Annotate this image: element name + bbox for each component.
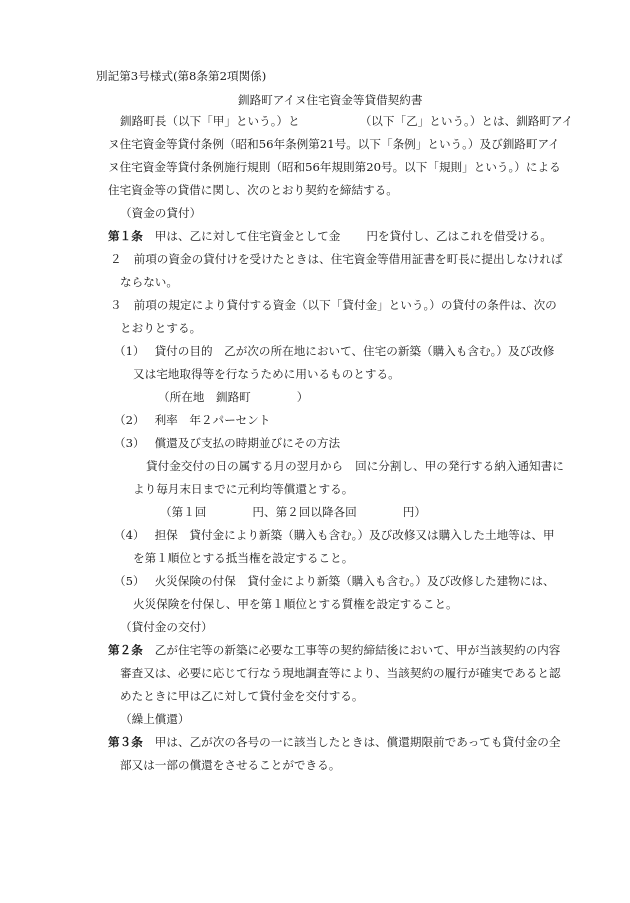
article-3-label: 第３条 (108, 735, 143, 749)
item-1-number: （1） (114, 344, 145, 358)
article-1-text-b: 円を貸付し、乙はこれを借受ける。 (366, 229, 552, 243)
article-3-line-2: 部又は一部の償還をさせることができる。 (120, 758, 341, 772)
item-1-text: 貸付の目的 乙が次の所在地において、住宅の新築（購入も含む。）及び改修 (154, 344, 555, 358)
article-2-text: 乙が住宅等の新築に必要な工事等の契約締結後において、甲が当該契約の内容 (154, 643, 561, 657)
item-3-payment-later: 円、第２回以降各回 (252, 505, 357, 519)
item-4-line-1 (114, 527, 555, 543)
item-3-text: 償還及び支払の時期並びにその方法 (154, 436, 341, 450)
item-3-payment-close: 円） (402, 505, 426, 519)
item-1-location-label: （所在地 釧路町 (158, 390, 251, 404)
item-3-detail-text-a: 貸付金交付の日の属する月の翌月から (146, 459, 344, 473)
item-4-number: （4） (114, 528, 145, 542)
article-3-line-1 (108, 734, 560, 750)
article-1-text-a: 甲は、乙に対して住宅資金として金 (154, 229, 341, 243)
preamble-line-3: ヌ住宅資金等貸付条例施行規則（昭和56年規則第20号。以下「規則」という。）による (108, 160, 561, 174)
paragraph-3-line-1 (110, 297, 557, 313)
section-heading-disbursement: （貸付金の交付） (120, 620, 213, 634)
item-5-number: （5） (114, 574, 145, 588)
item-3-payment (160, 504, 426, 520)
preamble-text-a: 釧路町長（以下「甲」という。）と (120, 114, 300, 128)
item-4-text: 担保 貸付金により新築（購入も含む。）及び改修又は購入した土地等は、甲 (154, 528, 555, 542)
item-2 (114, 412, 270, 428)
article-2-line-3: めたときに甲は乙に対して貸付金を交付する。 (120, 689, 364, 703)
section-heading-loan: （資金の貸付） (120, 206, 202, 220)
paragraph-2-text: 前項の資金の貸付けを受けたときは、住宅資金等借用証書を町長に提出しなければ (133, 252, 563, 266)
paragraph-3-text: 前項の規定により貸付する資金（以下「貸付金」という。）の貸付の条件は、次の (133, 298, 557, 312)
section-heading-early-repayment: （繰上償還） (120, 712, 190, 726)
preamble-line-4: 住宅資金等の貸借に関し、次のとおり契約を締結する。 (108, 183, 398, 197)
item-5-line-2: 火災保険を付保し、甲を第１順位とする質権を設定すること。 (133, 597, 458, 611)
item-1-line-2: 又は宅地取得等を行なうために用いるものとする。 (133, 367, 400, 381)
paragraph-2-line-1 (110, 251, 563, 267)
article-2-line-1 (108, 642, 560, 658)
paragraph-2-line-2: ならない。 (120, 275, 178, 289)
item-5-line-1 (114, 573, 555, 589)
article-2-line-2: 審査又は、必要に応じて行なう現地調査等により、当該契約の履行が確実であると認 (120, 666, 561, 680)
item-3-detail-line-1 (146, 458, 564, 474)
document-title: 釧路町アイヌ住宅資金等貸借契約書 (238, 93, 423, 107)
item-5-text: 火災保険の付保 貸付金により新築（購入も含む。）及び改修した建物には、 (154, 574, 555, 588)
item-3-payment-first: （第１回 (160, 505, 207, 519)
item-3 (114, 435, 340, 451)
article-2-label: 第２条 (108, 643, 143, 657)
item-2-number: （2） (114, 413, 145, 427)
form-label: 別記第3号様式(第8条第2項関係) (96, 69, 267, 83)
article-1-label: 第１条 (108, 229, 143, 243)
article-1 (108, 228, 552, 244)
item-3-number: （3） (114, 436, 145, 450)
paragraph-3-line-2: とおりとする。 (120, 321, 202, 335)
preamble-line-1 (120, 113, 573, 129)
article-3-text: 甲は、乙が次の各号の一に該当したときは、償還期限前であっても貸付金の全 (154, 735, 561, 749)
item-4-line-2: を第１順位とする抵当権を設定すること。 (133, 551, 354, 565)
item-2-text: 利率 年２パーセント (154, 413, 271, 427)
item-1-location (158, 389, 308, 405)
item-3-detail-text-b: 回に分割し、甲の発行する納入通知書に (355, 459, 564, 473)
paragraph-3-number: ３ (110, 298, 122, 312)
item-3-detail-line-2: より毎月末日までに元利均等償還とする。 (133, 482, 354, 496)
paragraph-2-number: ２ (110, 252, 122, 266)
preamble-line-2: ヌ住宅資金等貸付条例（昭和56年条例第21号。以下「条例」という。）及び釧路町アイ (108, 137, 560, 151)
item-1-line-1 (114, 343, 554, 359)
item-1-location-close: ） (296, 390, 309, 404)
preamble-text-b: （以下「乙」という。）とは、釧路町アイ (359, 114, 574, 128)
